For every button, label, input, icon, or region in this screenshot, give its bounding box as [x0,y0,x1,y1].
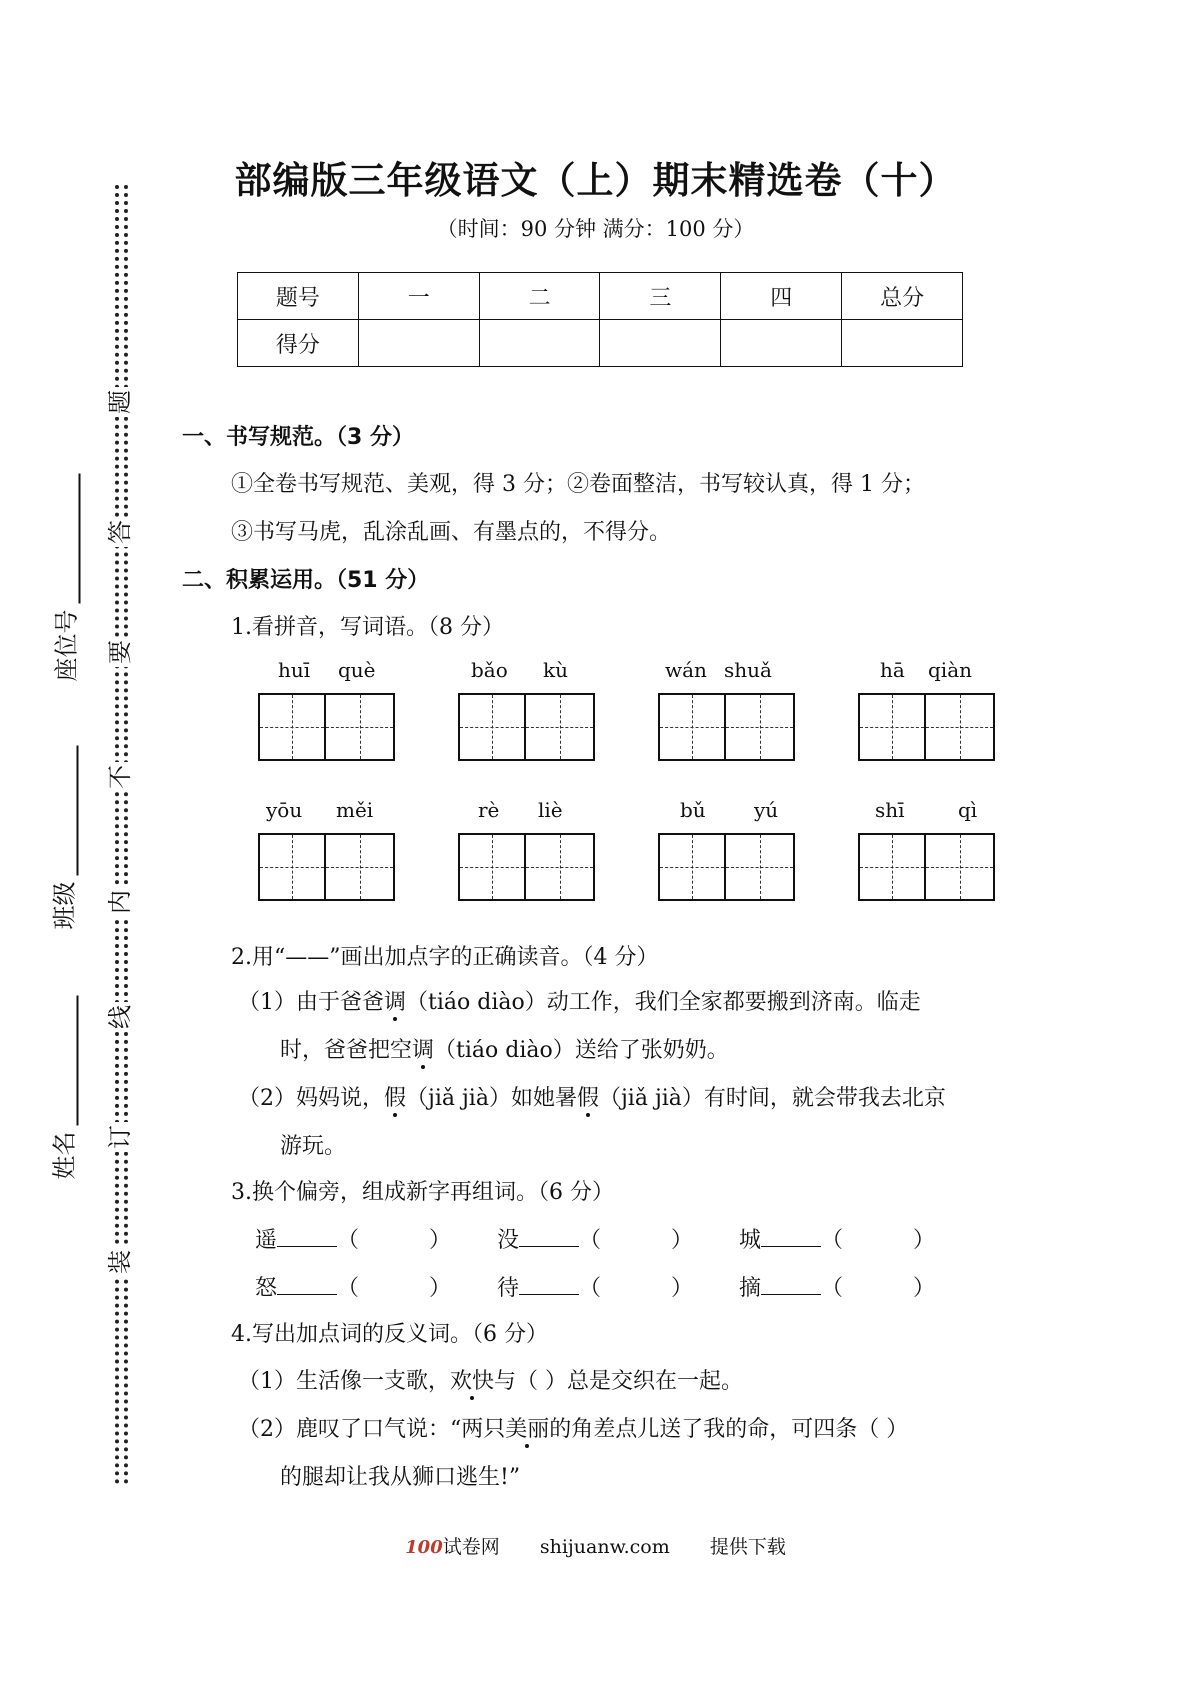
pinyin-syllable: què [338,658,376,682]
pinyin-syllable: bǎo [471,658,508,682]
score-cell[interactable] [721,320,842,367]
page-title: 部编版三年级语文（上）期末精选卷（十） [234,158,957,202]
score-header-cell: 题号 [238,273,359,320]
q3-blank[interactable] [277,1226,337,1247]
margin-char: 要 [108,637,132,667]
footer-note: 提供下载 [709,1536,786,1558]
margin-char: 线 [108,1002,132,1032]
footer [0,1532,1191,1559]
section2-heading: 二、积累运用。（51 分） [182,568,430,593]
site-name: 试卷网 [442,1536,500,1558]
pinyin-syllable: wán [665,658,707,682]
site-logo: 100 [405,1537,443,1558]
char-box[interactable] [726,833,795,901]
seat-blank[interactable] [56,474,80,604]
seat-label: 座位号 [52,609,81,682]
q4-title: 4.写出加点词的反义词。（6 分） [231,1322,548,1347]
q2-item2-pinyin-options[interactable]: （jiǎ jià）如她暑 [406,1086,577,1111]
name-field[interactable] [45,996,80,1180]
q4-item1-text: （1）生活像一支歌， [238,1369,450,1394]
char-box[interactable] [458,833,526,901]
q3-item[interactable]: 待 （ ） [497,1276,694,1301]
q3-item[interactable]: 没 （ ） [497,1228,694,1253]
score-row-label: 得分 [238,320,359,367]
pinyin-syllable: hā [880,658,905,682]
score-table-header-row [238,273,963,320]
dotted-char: 假 [384,1081,406,1112]
site-domain[interactable]: shijuanw.com [539,1536,670,1558]
q4-item1-blank-text[interactable]: 与（ ）总是交织在一起。 [494,1369,744,1394]
char-box[interactable] [526,693,595,761]
margin-char: 不 [108,762,132,792]
tianzige-grid[interactable] [858,833,996,901]
q2-item2-text: （2）妈妈说， [238,1086,384,1111]
pinyin-syllable: měi [336,798,374,822]
seat-field[interactable] [47,474,82,682]
char-box[interactable] [926,833,995,901]
tianzige-grid[interactable] [258,693,396,761]
q2-item2-line2: 游玩。 [280,1134,347,1159]
char-box[interactable] [858,833,926,901]
pinyin-syllable: liè [538,798,563,822]
dotted-char: 假 [577,1081,599,1112]
char-box[interactable] [526,833,595,901]
class-label: 班级 [50,881,79,930]
q3-char: 待 [497,1276,520,1301]
q4-item2-line2: 的腿却让我从狮口逃生!” [280,1465,521,1490]
tianzige-grid[interactable] [858,693,996,761]
q2-item1-pinyin-options[interactable]: （tiáo diào）送给了张奶奶。 [434,1038,729,1063]
char-box[interactable] [726,693,795,761]
tianzige-grid[interactable] [458,833,596,901]
tianzige-grid[interactable] [658,833,796,901]
score-header-cell: 四 [721,273,842,320]
score-header-cell: 总分 [842,273,963,320]
binding-line-left [115,185,119,1485]
name-blank[interactable] [54,996,78,1126]
q3-char: 遥 [255,1228,278,1253]
char-box[interactable] [858,693,926,761]
q4-item2-line1[interactable] [238,1412,908,1443]
class-blank[interactable] [54,746,78,876]
q3-item[interactable]: 摘 （ ） [739,1276,936,1301]
char-box[interactable] [458,693,526,761]
name-label: 姓名 [50,1131,79,1180]
margin-char: 内 [108,887,132,917]
q2-title: 2.用“——”画出加点字的正确读音。（4 分） [231,945,659,970]
q3-blank[interactable] [519,1226,579,1247]
q3-char: 怒 [255,1276,278,1301]
margin-char: 答 [108,517,132,547]
q1-title: 1.看拼音，写词语。（8 分） [231,615,504,640]
q4-item2-blank-text[interactable]: 的角差点儿送了我的命，可四条（ ） [549,1417,909,1442]
margin-char: 题 [108,387,132,417]
pinyin-syllable: bǔ [680,798,706,822]
char-box[interactable] [258,833,326,901]
q4-item1[interactable] [238,1364,743,1395]
q3-blank[interactable] [761,1226,821,1247]
pinyin-syllable: yōu [266,798,303,822]
score-header-cell: 一 [358,273,479,320]
score-cell[interactable] [842,320,963,367]
section1-line2: ③书写马虎，乱涂乱画、有墨点的，不得分。 [231,520,672,545]
q3-blank[interactable] [519,1274,579,1295]
margin-char: 订 [108,1122,132,1152]
pinyin-syllable: shuǎ [724,658,772,682]
dotted-word: 美丽 [505,1412,549,1443]
score-cell[interactable] [479,320,600,367]
q2-item2-pinyin-options[interactable]: （jiǎ jià）有时间，就会带我去北京 [598,1086,946,1111]
q2-item2-line1 [238,1081,946,1112]
q3-char: 没 [497,1228,520,1253]
score-table [237,272,963,367]
q2-item1-pinyin-options[interactable]: （tiáo diào）动工作，我们全家都要搬到济南。临走 [406,990,921,1015]
pinyin-syllable: rè [478,798,500,822]
char-box[interactable] [258,693,326,761]
score-cell[interactable] [600,320,721,367]
q3-blank[interactable] [277,1274,337,1295]
pinyin-syllable: huī [278,658,311,682]
score-header-cell: 三 [600,273,721,320]
q3-blank[interactable] [761,1274,821,1295]
dotted-char: 调 [384,985,406,1016]
score-cell[interactable] [358,320,479,367]
q3-title: 3.换个偏旁，组成新字再组词。（6 分） [231,1180,614,1205]
q3-char: 摘 [739,1276,762,1301]
q3-item[interactable]: 遥 （ ） [255,1228,452,1253]
char-box[interactable] [658,693,726,761]
q4-item2-text: （2）鹿叹了口气说：“两只 [238,1417,506,1442]
class-field[interactable] [45,746,80,930]
q3-char: 城 [739,1228,762,1253]
char-box[interactable] [326,833,395,901]
pinyin-syllable: yú [754,798,779,822]
pinyin-syllable: kù [543,658,568,682]
section1-heading: 一、书写规范。（3 分） [182,425,414,450]
q2-item1-text: （1）由于爸爸 [238,990,384,1015]
pinyin-syllable: shī [875,798,905,822]
dotted-word: 欢快 [450,1364,494,1395]
q2-item1-line1 [238,985,921,1016]
margin-char: 装 [108,1247,132,1277]
char-box[interactable] [926,693,995,761]
pinyin-syllable: qiàn [928,658,973,682]
q3-item[interactable]: 怒 （ ） [255,1276,452,1301]
tianzige-grid[interactable] [658,693,796,761]
tianzige-grid[interactable] [258,833,396,901]
score-table-score-row [238,320,963,367]
score-header-cell: 二 [479,273,600,320]
char-box[interactable] [658,833,726,901]
tianzige-grid[interactable] [458,693,596,761]
q2-item1-text: 时，爸爸把空 [280,1038,413,1063]
char-box[interactable] [326,693,395,761]
pinyin-syllable: qì [958,798,978,822]
dotted-char: 调 [412,1033,434,1064]
q2-item1-line2 [280,1033,729,1064]
page-subtitle: （时间：90 分钟 满分：100 分） [436,217,755,241]
q3-item[interactable]: 城 （ ） [739,1228,936,1253]
binding-line-right [124,185,128,1485]
section1-line1: ①全卷书写规范、美观，得 3 分；②卷面整洁，书写较认真，得 1 分； [231,472,925,497]
